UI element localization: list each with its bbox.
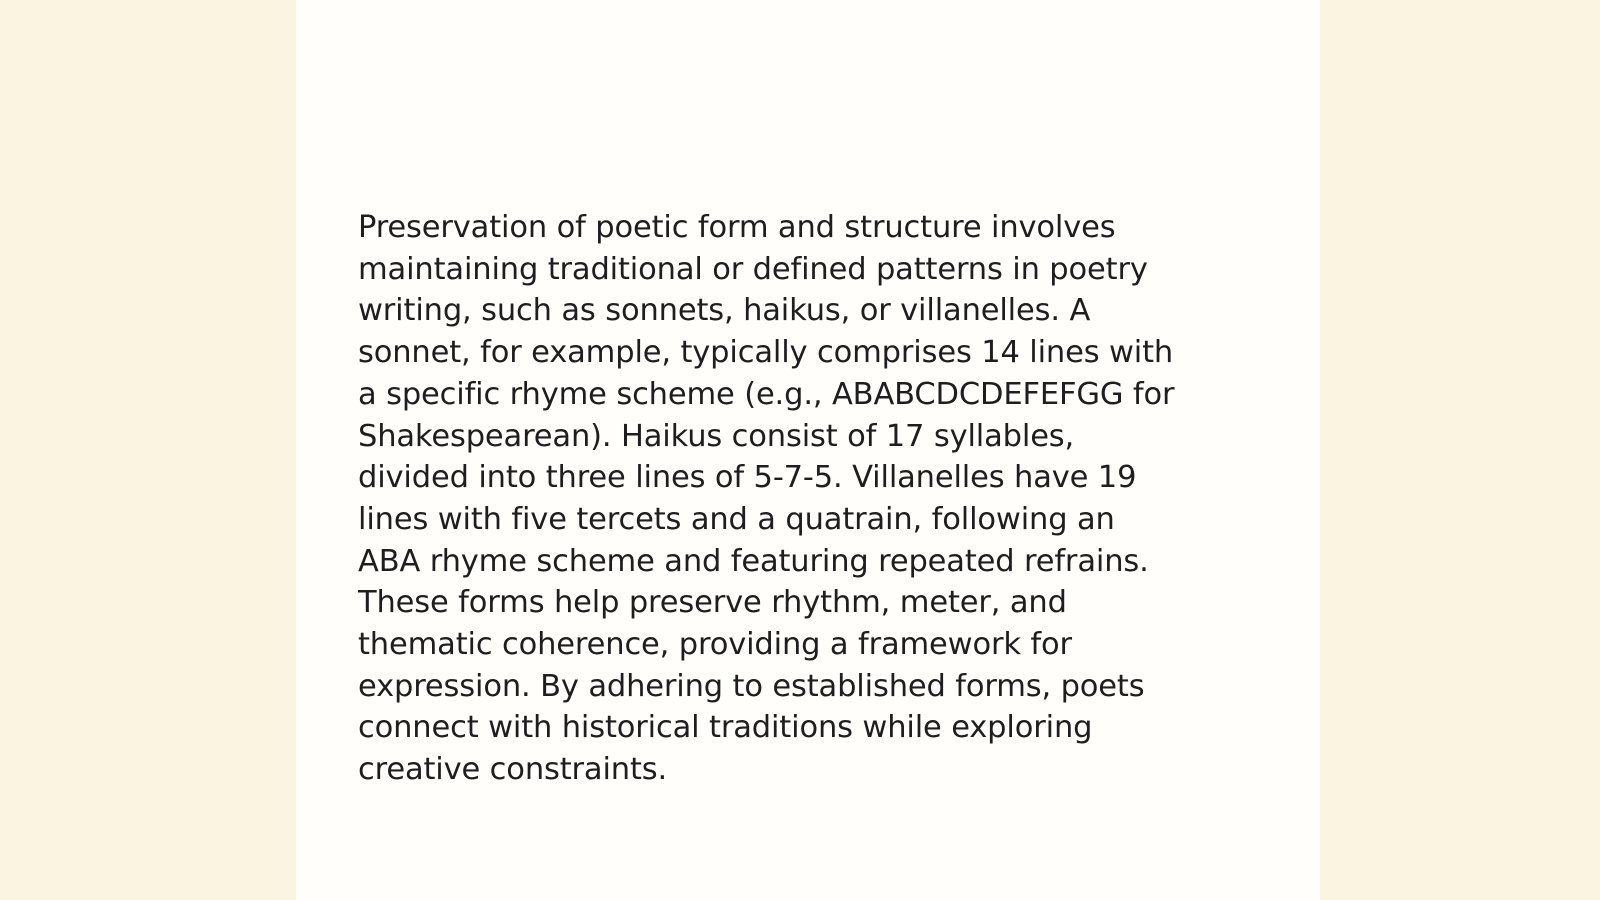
paragraph-line: creative constraints. [358, 752, 668, 788]
body-paragraph [358, 207, 1238, 791]
content-card [296, 0, 1320, 900]
paragraph-line: ABA rhyme scheme and featuring repeated refrains. [358, 543, 1149, 579]
paragraph-line: maintaining traditional or defined patterns in poetry [358, 251, 1148, 287]
paragraph-line: sonnet, for example, typically comprises 14 lines with [358, 335, 1174, 371]
paragraph-line: writing, such as sonnets, haikus, or villanelles. A [358, 293, 1091, 329]
paragraph-line: connect with historical traditions while exploring [358, 710, 1093, 746]
paragraph-line: a specific rhyme scheme (e.g., ABABCDCDEFEFGG for [358, 376, 1175, 412]
paragraph-line: expression. By adhering to established forms, poets [358, 668, 1145, 704]
paragraph-line: divided into three lines of 5-7-5. Villanelles have 19 [358, 460, 1137, 496]
paragraph-line: These forms help preserve rhythm, meter, and [358, 585, 1067, 621]
paragraph-line: thematic coherence, providing a framework for [358, 627, 1072, 663]
paragraph-line: Preservation of poetic form and structure involves [358, 210, 1116, 245]
paragraph-line: Shakespearean). Haikus consist of 17 syllables, [358, 418, 1075, 454]
paragraph-line: lines with five tercets and a quatrain, following an [358, 501, 1115, 537]
